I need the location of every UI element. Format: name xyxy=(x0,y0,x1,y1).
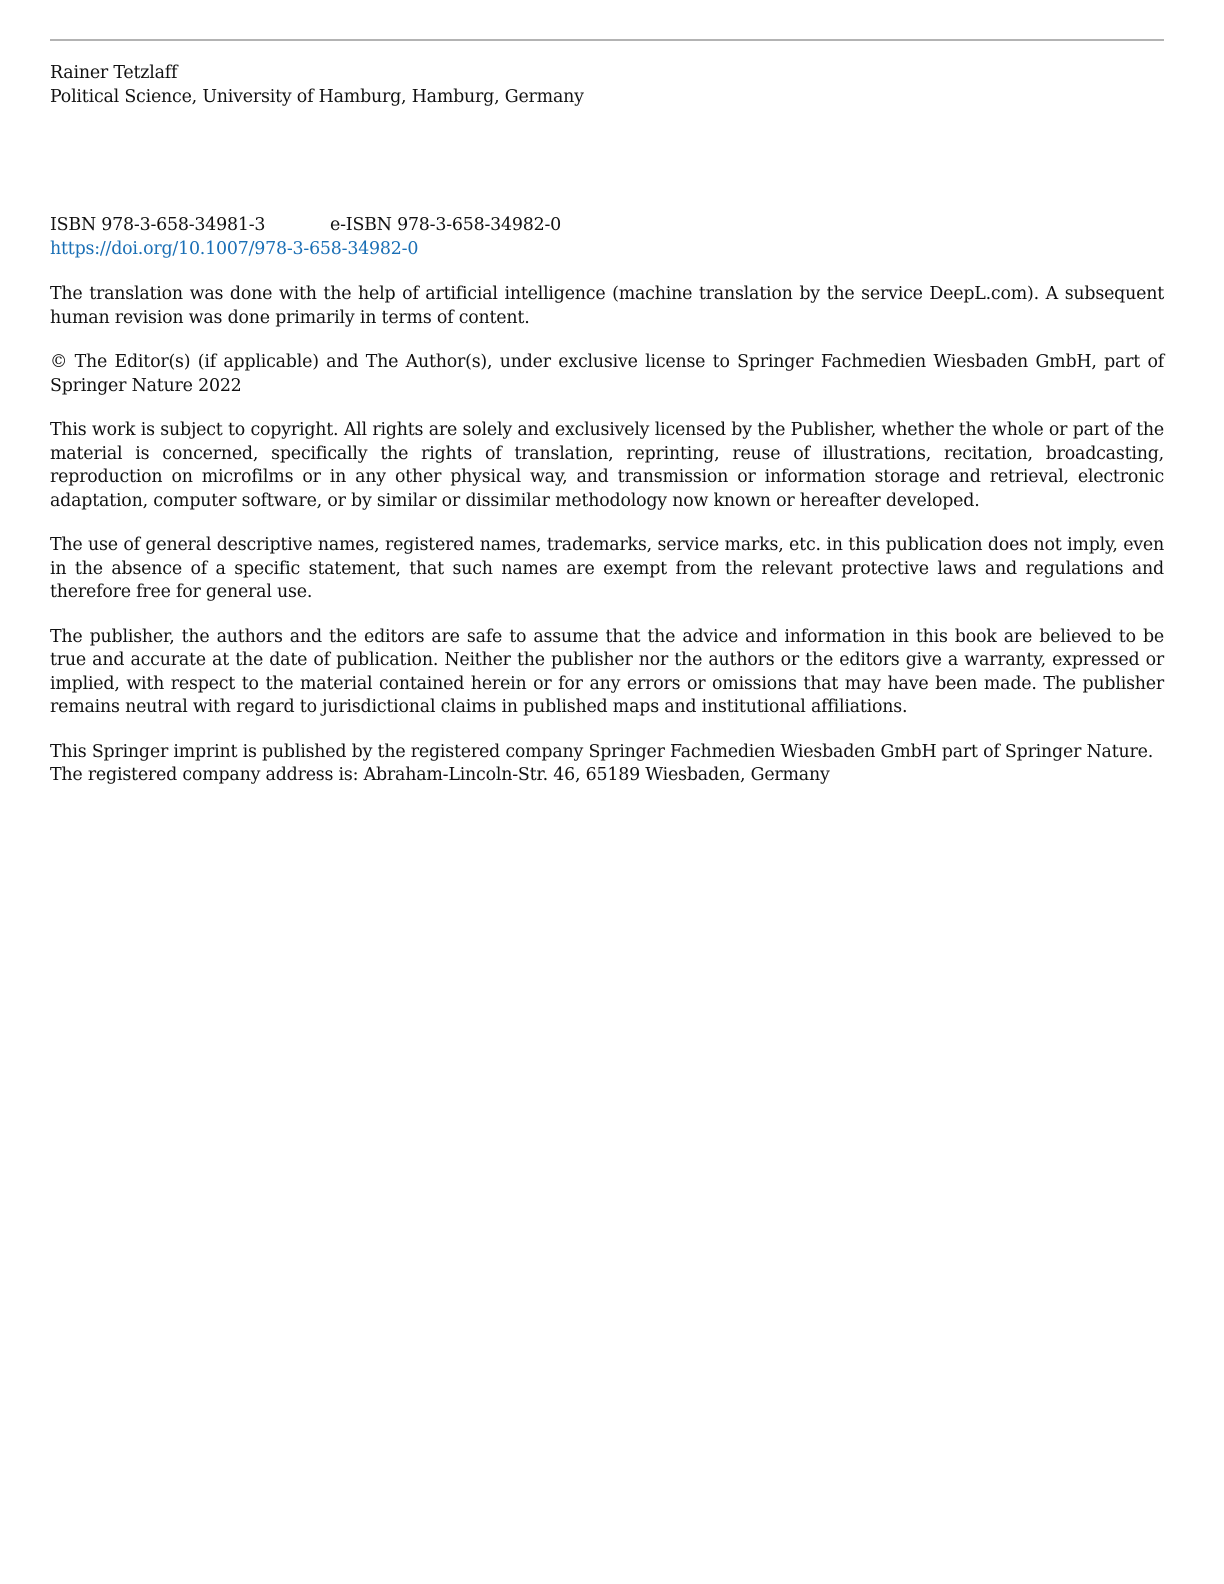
company-address: The registered company address is: Abraham-Lincoln-Str. 46, 65189 Wiesbaden, Germany xyxy=(50,765,830,785)
isbn-electronic: e-ISBN 978-3-658-34982-0 xyxy=(330,215,562,235)
author-name: Rainer Tetzlaff xyxy=(50,63,178,83)
copyright-notice: © The Editor(s) (if applicable) and The Author(s), under exclusive license to Springer Fachmedien Wiesbaden GmbH, part of Springer Nature 2022 xyxy=(50,352,1164,396)
doi-link[interactable]: https://doi.org/10.1007/978-3-658-34982-0 xyxy=(50,238,419,259)
translation-notice: The translation was done with the help of artificial intelligence (machine translation by the service DeepL.com). A subsequent human revision was done primarily in terms of content. xyxy=(50,284,1164,328)
isbn-row xyxy=(50,214,1164,238)
top-rule xyxy=(50,39,1164,41)
legal-notices xyxy=(50,283,1164,788)
imprint-notice: This Springer imprint is published by the registered company Springer Fachmedien Wiesbaden GmbH part of Springer Nature. xyxy=(50,741,1154,762)
author-affiliation: Political Science, University of Hamburg, Hamburg, Germany xyxy=(50,86,584,107)
isbn-print: ISBN 978-3-658-34981-3 xyxy=(50,215,266,235)
trademark-notice: The use of general descriptive names, registered names, trademarks, service marks, etc. in this publication does not imply, even in the absence of a specific statement, that such names are exempt from the relevant protective laws and regulations and therefore free for general use. xyxy=(50,535,1164,602)
advice-disclaimer: The publisher, the authors and the editors are safe to assume that the advice and information in this book are believed to be true and accurate at the date of publication. Neither the publisher nor the authors or the editors give a warranty, expressed or implied, with respect to the material contained herein or for any errors or omissions that may have been made. The publisher remains neutral with regard to jurisdictional claims in published maps and institutional affiliations. xyxy=(50,626,1164,717)
author-block xyxy=(50,62,1164,109)
isbn-block xyxy=(50,214,1164,261)
rights-notice: This work is subject to copyright. All rights are solely and exclusively licensed by the Publisher, whether the whole or part of the material is concerned, specifically the rights of translation, reprinting, reuse of illustrations, recitation, broadcasting, reproduction on microfilms or in any other physical way, and transmission or information storage and retrieval, electronic adaptation, computer software, or by similar or dissimilar methodology now known or hereafter developed. xyxy=(50,420,1164,511)
